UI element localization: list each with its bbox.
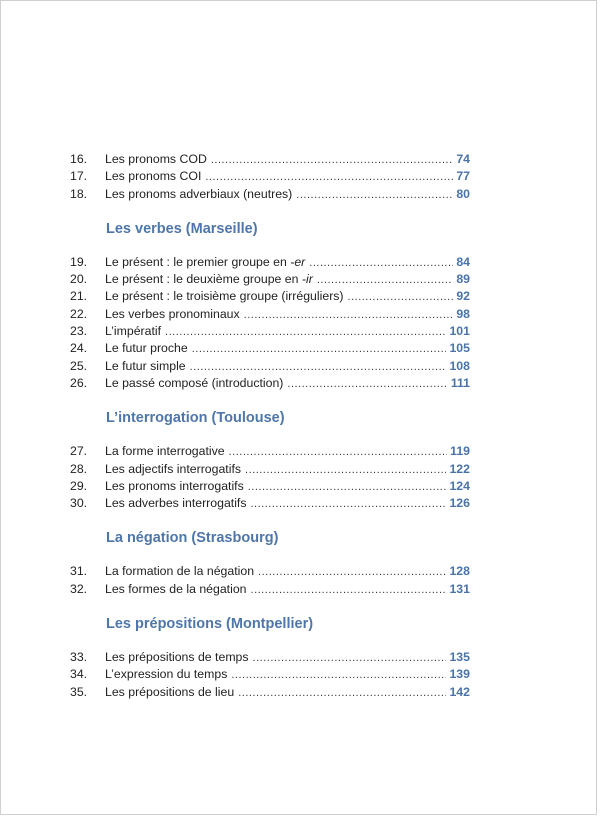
entry-page-number: 139 [449, 667, 470, 682]
entry-title: Les adjectifs interrogatifs [105, 461, 242, 476]
entry-page-number: 128 [449, 564, 470, 579]
toc-entry[interactable] [70, 323, 470, 340]
entry-page-number: 101 [449, 324, 470, 339]
entry-title: Les pronoms adverbiaux (neutres) [105, 186, 293, 201]
dot-leader [244, 307, 454, 324]
dot-leader [238, 685, 446, 702]
dot-leader [248, 479, 447, 496]
toc-entry[interactable] [70, 306, 470, 323]
entry-title: Les verbes pronominaux [105, 306, 240, 321]
toc-entry[interactable] [70, 288, 470, 305]
entry-number: 29. [70, 478, 88, 493]
entry-title-text: Le présent : le deuxième groupe en [105, 272, 302, 287]
entry-title: Le futur simple [105, 358, 186, 373]
entry-number: 30. [70, 496, 88, 511]
entry-number: 33. [70, 650, 88, 665]
entry-title: Le présent : le troisième groupe (irréguliers) [105, 289, 344, 304]
dot-leader [192, 341, 447, 358]
entry-page-number: 77 [456, 169, 470, 184]
entry-number: 31. [70, 564, 88, 579]
entry-page-number: 111 [450, 375, 470, 390]
entry-page-number: 135 [449, 650, 470, 665]
entry-page-number: 119 [450, 444, 470, 459]
entry-page-number: 122 [449, 461, 470, 476]
dot-leader [309, 255, 453, 272]
entry-number: 18. [70, 186, 88, 201]
dot-leader [258, 564, 446, 581]
entry-number: 32. [70, 581, 88, 596]
dot-leader [205, 169, 453, 186]
dot-leader [165, 324, 446, 341]
entry-number: 20. [70, 272, 88, 287]
entry-title: Les prépositions de lieu [105, 684, 235, 699]
toc-entry[interactable] [70, 271, 470, 288]
toc-entry[interactable] [70, 358, 470, 375]
dot-leader [251, 582, 447, 599]
toc-entry[interactable] [70, 168, 470, 185]
toc-entry[interactable] [70, 340, 470, 357]
entry-page-number: 92 [456, 289, 470, 304]
toc-entry[interactable] [70, 649, 470, 666]
section-heading: La négation (Strasbourg) [106, 530, 279, 547]
entry-page-number: 89 [456, 272, 470, 287]
entry-page-number: 74 [456, 152, 470, 166]
dot-leader [231, 667, 446, 684]
dot-leader [251, 496, 447, 513]
toc-entry[interactable] [70, 443, 470, 460]
section-heading: L’interrogation (Toulouse) [106, 410, 285, 427]
section-heading: Les prépositions (Montpellier) [106, 616, 314, 633]
entry-page-number: 108 [449, 358, 470, 373]
entry-number: 24. [70, 341, 88, 356]
entry-page-number: 105 [449, 341, 470, 356]
entry-title: Les prépositions de temps [105, 650, 249, 665]
dot-leader [348, 289, 454, 306]
entry-number: 16. [70, 152, 88, 166]
entry-number: 25. [70, 358, 88, 373]
entry-page-number: 131 [449, 581, 470, 596]
entry-number: 22. [70, 306, 88, 321]
entry-title: La formation de la négation [105, 564, 255, 579]
toc-entry[interactable] [70, 375, 470, 392]
dot-leader [317, 272, 453, 289]
entry-title-suffix: -ir [301, 272, 313, 287]
dot-leader [245, 462, 446, 479]
toc-entry[interactable] [70, 478, 470, 495]
toc-entry[interactable] [70, 186, 470, 203]
dot-leader [296, 187, 453, 204]
toc-entry[interactable] [70, 461, 470, 478]
dot-leader [287, 376, 447, 393]
section-heading: Les verbes (Marseille) [106, 220, 258, 237]
dot-leader [190, 359, 447, 376]
entry-page-number: 80 [456, 186, 470, 201]
toc-entry[interactable] [70, 666, 470, 683]
entry-number: 21. [70, 289, 88, 304]
entry-title: Le passé composé (introduction) [105, 375, 284, 390]
table-of-contents [70, 151, 470, 701]
entry-title: L’impératif [105, 324, 162, 339]
entry-number: 17. [70, 169, 88, 184]
entry-number: 23. [70, 324, 88, 339]
entry-number: 35. [70, 684, 88, 699]
dot-leader [253, 650, 447, 667]
toc-entry[interactable] [70, 495, 470, 512]
toc-entry[interactable] [70, 581, 470, 598]
entry-title [105, 271, 317, 288]
entry-page-number: 124 [449, 478, 470, 493]
entry-number: 34. [70, 667, 88, 682]
entry-title: Les pronoms COI [105, 169, 202, 184]
entry-title: Les adverbes interrogatifs [105, 496, 247, 511]
toc-entry[interactable] [70, 151, 470, 168]
entry-number: 26. [70, 375, 88, 390]
entry-page-number: 98 [456, 306, 470, 321]
dot-leader [211, 152, 453, 169]
toc-entry[interactable] [70, 254, 470, 271]
entry-page-number: 126 [449, 496, 470, 511]
entry-title: Les pronoms interrogatifs [105, 478, 244, 493]
entry-title: Les pronoms COD [105, 152, 207, 166]
entry-title-text: Le présent : le premier groupe en [105, 254, 291, 269]
entry-page-number: 84 [456, 254, 470, 269]
entry-title: La forme interrogative [105, 444, 225, 459]
entry-number: 28. [70, 461, 88, 476]
entry-number: 19. [70, 254, 88, 269]
entry-title: Le futur proche [105, 341, 188, 356]
toc-entry[interactable] [70, 563, 470, 580]
entry-number: 27. [70, 444, 88, 459]
entry-title: Les formes de la négation [105, 581, 247, 596]
entry-title [105, 254, 309, 271]
entry-title-suffix: -er [290, 254, 306, 269]
toc-entry[interactable] [70, 684, 470, 701]
dot-leader [229, 444, 448, 461]
entry-page-number: 142 [449, 684, 470, 699]
entry-title: L’expression du temps [105, 667, 228, 682]
